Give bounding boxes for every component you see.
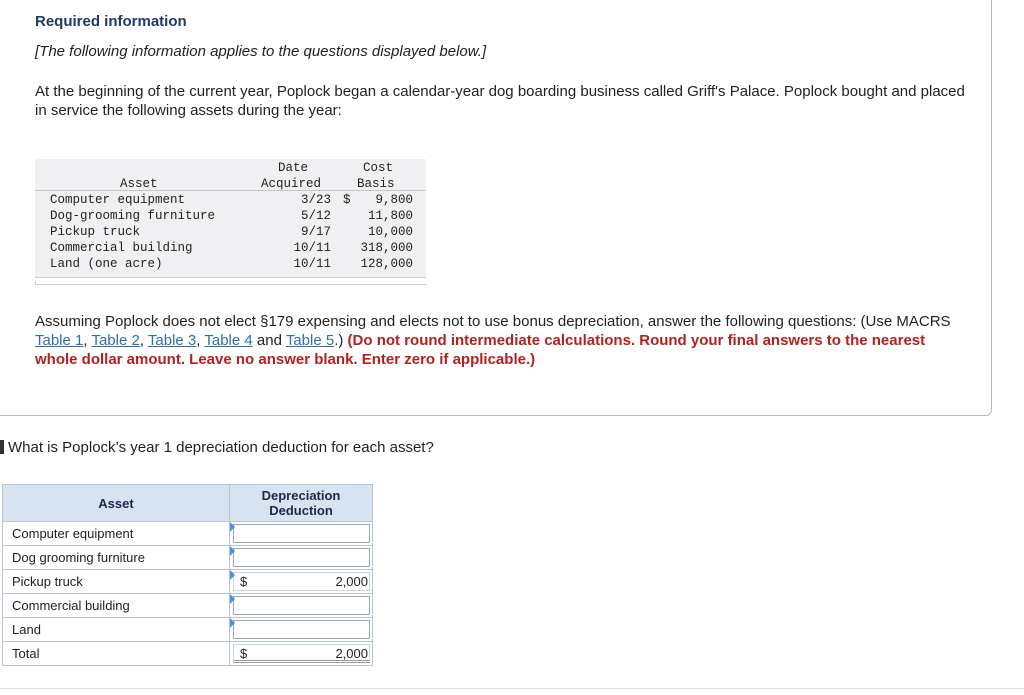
table-row [3, 594, 373, 618]
question-marker [0, 440, 4, 454]
table-1-link[interactable]: Table 1 [35, 332, 84, 349]
table-4-link[interactable]: Table 4 [204, 332, 253, 349]
assumption-paragraph [35, 312, 955, 369]
dollar-sign: $ [240, 646, 248, 661]
asset-cost: 9,800 [375, 193, 413, 207]
link-separator: , [139, 332, 148, 349]
land-input[interactable] [233, 620, 370, 639]
table-row [3, 618, 373, 642]
row-label: Pickup truck [3, 570, 230, 594]
header-cost-line1: Cost [363, 161, 394, 175]
link-close: .) [334, 332, 348, 349]
dollar-sign: $ [240, 574, 248, 589]
header-deduction-line1: Depreciation [261, 488, 341, 503]
required-information-heading: Required information [35, 13, 187, 30]
computer-equipment-input[interactable] [233, 524, 370, 543]
answer-header-asset: Asset [3, 485, 230, 522]
table-2-link[interactable]: Table 2 [91, 332, 140, 349]
header-date-line2: Acquired [261, 177, 322, 191]
table-3-link[interactable]: Table 3 [147, 332, 197, 349]
asset-name: Commercial building [50, 241, 193, 255]
pickup-truck-input-cell[interactable] [230, 570, 373, 594]
furniture-input[interactable] [233, 548, 370, 567]
commercial-building-input-cell[interactable] [230, 594, 373, 618]
total-row [3, 642, 373, 666]
header-deduction-line2: Deduction [269, 503, 333, 518]
currency-symbol: $ [343, 193, 351, 207]
header-asset: Asset [120, 177, 158, 191]
link-separator: , [83, 332, 92, 349]
header-cost-line2: Basis [357, 177, 395, 191]
applies-note: [The following information applies to the questions displayed below.] [35, 43, 487, 60]
computer-equipment-input-cell[interactable] [230, 522, 373, 546]
asset-cost: 128,000 [360, 257, 413, 271]
total-label: Total [3, 642, 230, 666]
asset-date: 9/17 [300, 225, 331, 239]
commercial-building-input[interactable] [233, 596, 370, 615]
cell-marker-icon [230, 594, 235, 604]
footer-divider [0, 688, 1024, 689]
link-separator: , [196, 332, 205, 349]
row-label: Land [3, 618, 230, 642]
assumption-text: Assuming Poplock does not elect §179 expensing and elects not to use bonus depreciation, answer the following questions: (Use MACRS [35, 313, 951, 330]
asset-table [35, 159, 426, 278]
asset-name: Computer equipment [50, 193, 186, 207]
furniture-input-cell[interactable] [230, 546, 373, 570]
asset-name: Pickup truck [50, 225, 141, 239]
asset-name: Dog-grooming furniture [50, 209, 216, 223]
pickup-truck-value: 2,000 [335, 574, 368, 589]
land-input-cell[interactable] [230, 618, 373, 642]
answer-header-deduction [230, 485, 373, 522]
asset-date: 3/23 [300, 193, 331, 207]
question-text: What is Poplock’s year 1 depreciation deduction for each asset? [8, 439, 434, 456]
asset-cost: 318,000 [360, 241, 413, 255]
row-label: Computer equipment [3, 522, 230, 546]
asset-name: Land (one acre) [50, 257, 163, 271]
table-row [3, 570, 373, 594]
table-row [3, 546, 373, 570]
asset-date: 10/11 [293, 241, 331, 255]
answer-table [2, 484, 373, 666]
cell-marker-icon [230, 618, 235, 628]
row-label: Commercial building [3, 594, 230, 618]
row-label: Dog grooming furniture [3, 546, 230, 570]
asset-date: 10/11 [293, 257, 331, 271]
table-5-link[interactable]: Table 5 [285, 332, 335, 349]
cell-marker-icon [230, 570, 235, 580]
asset-cost: 10,000 [367, 225, 413, 239]
total-cell [230, 642, 373, 666]
intro-paragraph: At the beginning of the current year, Poplock began a calendar-year dog boarding business called Griff's Palace. Poplock bought and placed in service the following assets during the year: [35, 83, 965, 119]
link-and: and [252, 332, 286, 349]
asset-cost: 11,800 [367, 209, 413, 223]
total-value: 2,000 [335, 646, 368, 661]
asset-date: 5/12 [300, 209, 331, 223]
cell-marker-icon [230, 546, 235, 556]
table-row [3, 522, 373, 546]
cell-marker-icon [230, 522, 235, 532]
header-date-line1: Date [278, 161, 309, 175]
rounding-instruction: (Do not round intermediate calculations. Round your final answers to the nearest whole dollar amount. Leave no answer blank. Enter zero if applicable.) [35, 332, 926, 368]
asset-table-rule [35, 281, 427, 285]
